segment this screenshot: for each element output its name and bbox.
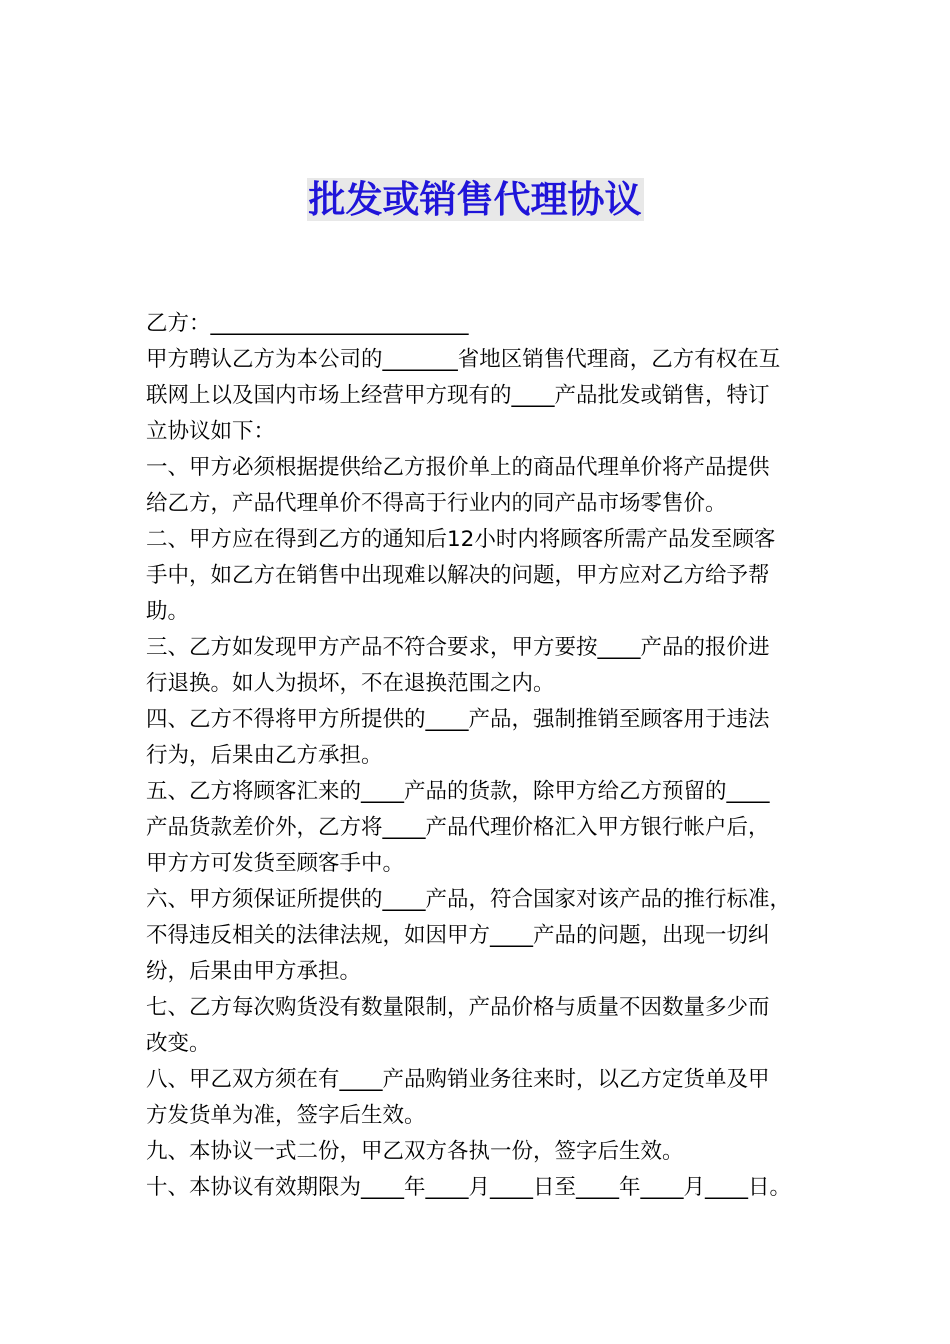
clause-3-line-2: 行退换。如人为损坏，不在退换范围之内。	[146, 671, 555, 696]
clause-5-line-2: 产品货款差价外，乙方将____产品代理价格汇入甲方银行帐户后，	[146, 815, 770, 840]
document-body	[146, 306, 812, 1206]
clause-1-line-2: 给乙方，产品代理单价不得高于行业内的同产品市场零售价。	[146, 491, 727, 516]
clause-1-line-1: 一、甲方必须根据提供给乙方报价单上的商品代理单价将产品提供	[146, 455, 770, 480]
clause-9-line: 九、本协议一式二份，甲乙双方各执一份，签字后生效。	[146, 1139, 684, 1164]
clause-8-line-2: 方发货单为准，签字后生效。	[146, 1103, 426, 1128]
clause-2-line-1: 二、甲方应在得到乙方的通知后12小时内将顾客所需产品发至顾客	[146, 527, 776, 552]
clause-7-line-1: 七、乙方每次购货没有数量限制，产品价格与质量不因数量多少而	[146, 995, 770, 1020]
clause-6-line-2: 不得违反相关的法律法规，如因甲方____产品的问题，出现一切纠	[146, 923, 770, 948]
clause-7-line-2: 改变。	[146, 1031, 211, 1056]
clause-2-line-2: 手中，如乙方在销售中出现难以解决的问题，甲方应对乙方给予帮	[146, 563, 770, 588]
clause-2-line-3: 助。	[146, 599, 190, 624]
clause-5-line-3: 甲方方可发货至顾客手中。	[146, 851, 405, 876]
intro-line-3: 立协议如下：	[146, 419, 276, 444]
document-title-text: 批发或销售代理协议	[308, 178, 642, 221]
clause-6-line-3: 纷，后果由甲方承担。	[146, 959, 362, 984]
intro-line-2: 联网上以及国内市场上经营甲方现有的____产品批发或销售，特订	[146, 383, 770, 408]
clause-10-line: 十、本协议有效期限为____年____月____日至____年____月____日。	[146, 1175, 792, 1200]
clause-6-line-1: 六、甲方须保证所提供的____产品，符合国家对该产品的推行标准，	[146, 887, 792, 912]
clause-4-line-1: 四、乙方不得将甲方所提供的____产品，强制推销至顾客用于违法	[146, 707, 770, 732]
clause-5-line-1: 五、乙方将顾客汇来的____产品的货款，除甲方给乙方预留的____	[146, 779, 770, 804]
party-b-line: 乙方：________________________	[146, 311, 469, 336]
clause-3-line-1: 三、乙方如发现甲方产品不符合要求，甲方要按____产品的报价进	[146, 635, 770, 660]
clause-4-line-2: 行为，后果由乙方承担。	[146, 743, 383, 768]
document-title	[0, 176, 950, 224]
clause-8-line-1: 八、甲乙双方须在有____产品购销业务往来时，以乙方定货单及甲	[146, 1067, 770, 1092]
intro-line-1: 甲方聘认乙方为本公司的_______省地区销售代理商，乙方有权在互	[146, 347, 781, 372]
